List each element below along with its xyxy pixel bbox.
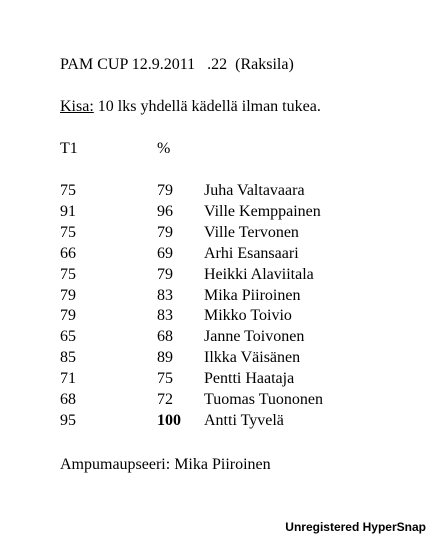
result-t1: 66 [60,244,76,262]
result-row [60,391,390,412]
competition-description: 10 lks yhdellä kädellä ilman tukea. [93,98,321,115]
result-t1: 91 [60,202,76,220]
result-row [60,266,390,287]
result-t1: 68 [60,391,76,408]
watermark: Unregistered HyperSnap [285,520,426,534]
result-name: Arhi Esansaari [204,244,299,262]
results-header [60,140,390,161]
result-name: Ville Kemppainen [204,202,321,220]
result-row [60,412,390,433]
result-percent: 100 [157,411,181,429]
result-percent: 68 [157,328,173,346]
result-name: Mikko Toivio [204,307,292,325]
header-t1: T1 [60,140,78,157]
result-name: Antti Tyvelä [204,411,284,429]
result-t1: 85 [60,349,76,367]
result-name: Heikki Alaviitala [204,265,314,283]
result-name: Mika Piiroinen [204,286,301,304]
result-row [60,370,390,391]
result-t1: 75 [60,223,76,241]
result-name: Pentti Haataja [204,370,295,388]
result-t1: 75 [60,265,76,283]
result-percent: 89 [157,349,173,367]
result-t1: 79 [60,307,76,325]
result-row [60,245,390,266]
result-row [60,287,390,308]
page-title: PAM CUP 12.9.2011 .22 (Raksila) [60,56,294,73]
result-row [60,328,390,349]
result-percent: 79 [157,265,173,283]
result-t1: 79 [60,286,76,304]
result-percent: 83 [157,286,173,304]
result-name: Tuomas Tuononen [204,391,324,408]
header-percent: % [157,140,171,157]
result-t1: 65 [60,328,76,346]
result-percent: 79 [157,182,173,199]
result-percent: 72 [157,391,173,408]
result-row [60,349,390,370]
result-row [60,203,390,224]
result-row [60,224,390,245]
result-percent: 83 [157,307,173,325]
result-percent: 69 [157,244,173,262]
result-row [60,307,390,328]
result-t1: 95 [60,411,76,429]
result-name: Juha Valtavaara [204,182,305,199]
competition-label: Kisa: [60,98,94,115]
result-t1: 75 [60,182,76,199]
competition-line [60,98,321,116]
result-name: Ville Tervonen [204,223,299,241]
result-row [60,182,390,203]
result-percent: 79 [157,223,173,241]
result-t1: 71 [60,370,76,388]
result-percent: 75 [157,370,173,388]
result-name: Ilkka Väisänen [204,349,301,367]
result-percent: 96 [157,202,173,220]
result-name: Janne Toivonen [204,328,305,346]
range-officer: Ampumaupseeri: Mika Piiroinen [60,456,271,473]
